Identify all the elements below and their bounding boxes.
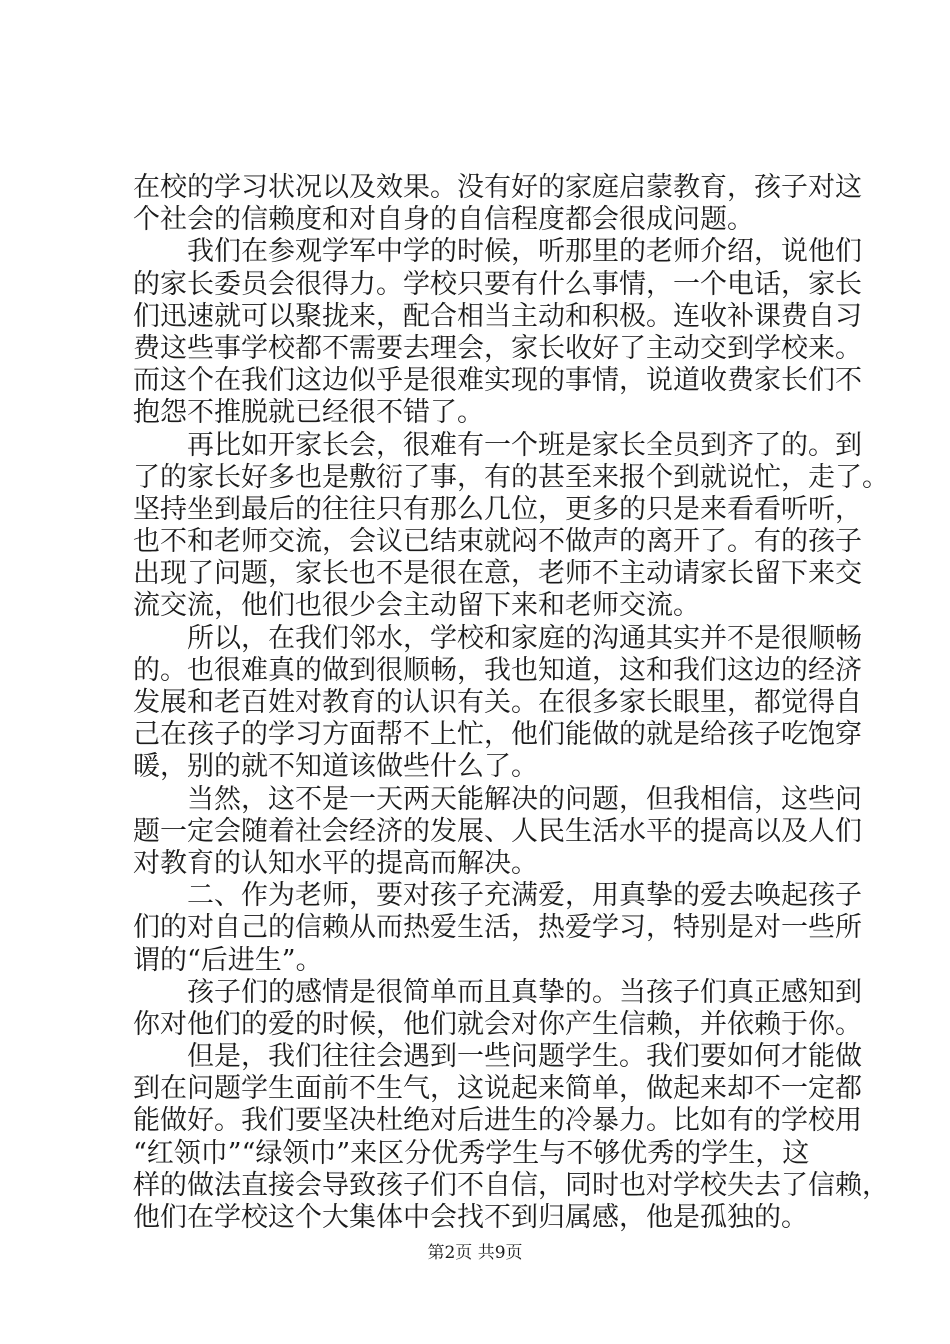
text-line: 你对他们的爱的时候，他们就会对你产生信赖，并依赖于你。 [133, 1008, 862, 1040]
text-line: 孩子们的感情是很简单而且真挚的。当孩子们真正感知到 [187, 976, 862, 1008]
page-number-footer: 第2页 共9页 [427, 1243, 523, 1263]
paragraph [133, 880, 862, 977]
paragraph [133, 622, 862, 784]
text-line: 所以，在我们邻水，学校和家庭的沟通其实并不是很顺畅 [187, 622, 862, 654]
text-line: 个社会的信赖度和对自身的自信程度都会很成问题。 [133, 204, 754, 236]
text-line: 谓的“后进生”。 [133, 944, 323, 976]
text-line: 的。也很难真的做到很顺畅，我也知道，这和我们这边的经济 [133, 654, 862, 686]
text-line: 出现了问题，家长也不是很在意，老师不主动请家长留下来交 [133, 558, 862, 590]
text-line: 二、作为老师，要对孩子充满爱，用真挚的爱去唤起孩子 [187, 880, 862, 912]
text-line: 而这个在我们这边似乎是很难实现的事情，说道收费家长们不 [133, 365, 862, 397]
text-line: 题一定会随着社会经济的发展、人民生活水平的提高以及人们 [133, 815, 862, 847]
text-line: 发展和老百姓对教育的认识有关。在很多家长眼里，都觉得自 [133, 687, 862, 718]
text-line: 但是，我们往往会遇到一些问题学生。我们要如何才能做 [187, 1041, 862, 1073]
text-line: “红领巾”“绿领巾”来区分优秀学生与不够优秀的学生，这 [133, 1137, 810, 1169]
text-line: 们的对自己的信赖从而热爱生活，热爱学习，特别是对一些所 [133, 912, 862, 944]
text-line: 流交流，他们也很少会主动留下来和老师交流。 [133, 590, 700, 622]
text-line: 在校的学习状况以及效果。没有好的家庭启蒙教育，孩子对这 [133, 172, 862, 203]
paragraph [133, 172, 862, 236]
text-line: 暖，别的就不知道该做些什么了。 [133, 751, 538, 783]
text-line: 也不和老师交流，会议已结束就闷不做声的离开了。有的孩子 [133, 526, 862, 558]
paragraph [133, 976, 862, 1041]
text-line: 当然，这不是一天两天能解决的问题，但我相信，这些问 [187, 783, 862, 815]
text-line: 我们在参观学军中学的时候，听那里的老师介绍，说他们 [187, 236, 862, 268]
text-line: 的家长委员会很得力。学校只要有什么事情，一个电话，家长 [133, 268, 862, 300]
paragraph [133, 783, 862, 881]
text-line: 己在孩子的学习方面帮不上忙，他们能做的就是给孩子吃饱穿 [133, 719, 862, 751]
text-line: 到在问题学生面前不生气，这说起来简单，做起来却不一定都 [133, 1073, 862, 1105]
text-line: 样的做法直接会导致孩子们不自信，同时也对学校失去了信赖， [133, 1169, 889, 1201]
text-line: 能做好。我们要坚决杜绝对后进生的冷暴力。比如有的学校用 [133, 1105, 862, 1137]
document-body [133, 172, 889, 1234]
text-line: 们迅速就可以聚拢来，配合相当主动和积极。连收补课费自习 [133, 300, 862, 332]
text-line: 坚持坐到最后的往往只有那么几位，更多的只是来看看听听， [133, 493, 862, 525]
paragraph [133, 429, 889, 623]
text-line: 他们在学校这个大集体中会找不到归属感，他是孤独的。 [133, 1202, 808, 1233]
text-line: 费这些事学校都不需要去理会，家长收好了主动交到学校来。 [133, 332, 862, 364]
text-line: 了的家长好多也是敷衍了事，有的甚至来报个到就说忙，走了。 [133, 461, 889, 493]
paragraph [133, 236, 862, 429]
text-line: 对教育的认知水平的提高而解决。 [133, 847, 538, 879]
paragraph [133, 1041, 889, 1234]
text-line: 抱怨不推脱就已经很不错了。 [133, 397, 484, 429]
text-line: 再比如开家长会，很难有一个班是家长全员到齐了的。到 [187, 429, 862, 461]
